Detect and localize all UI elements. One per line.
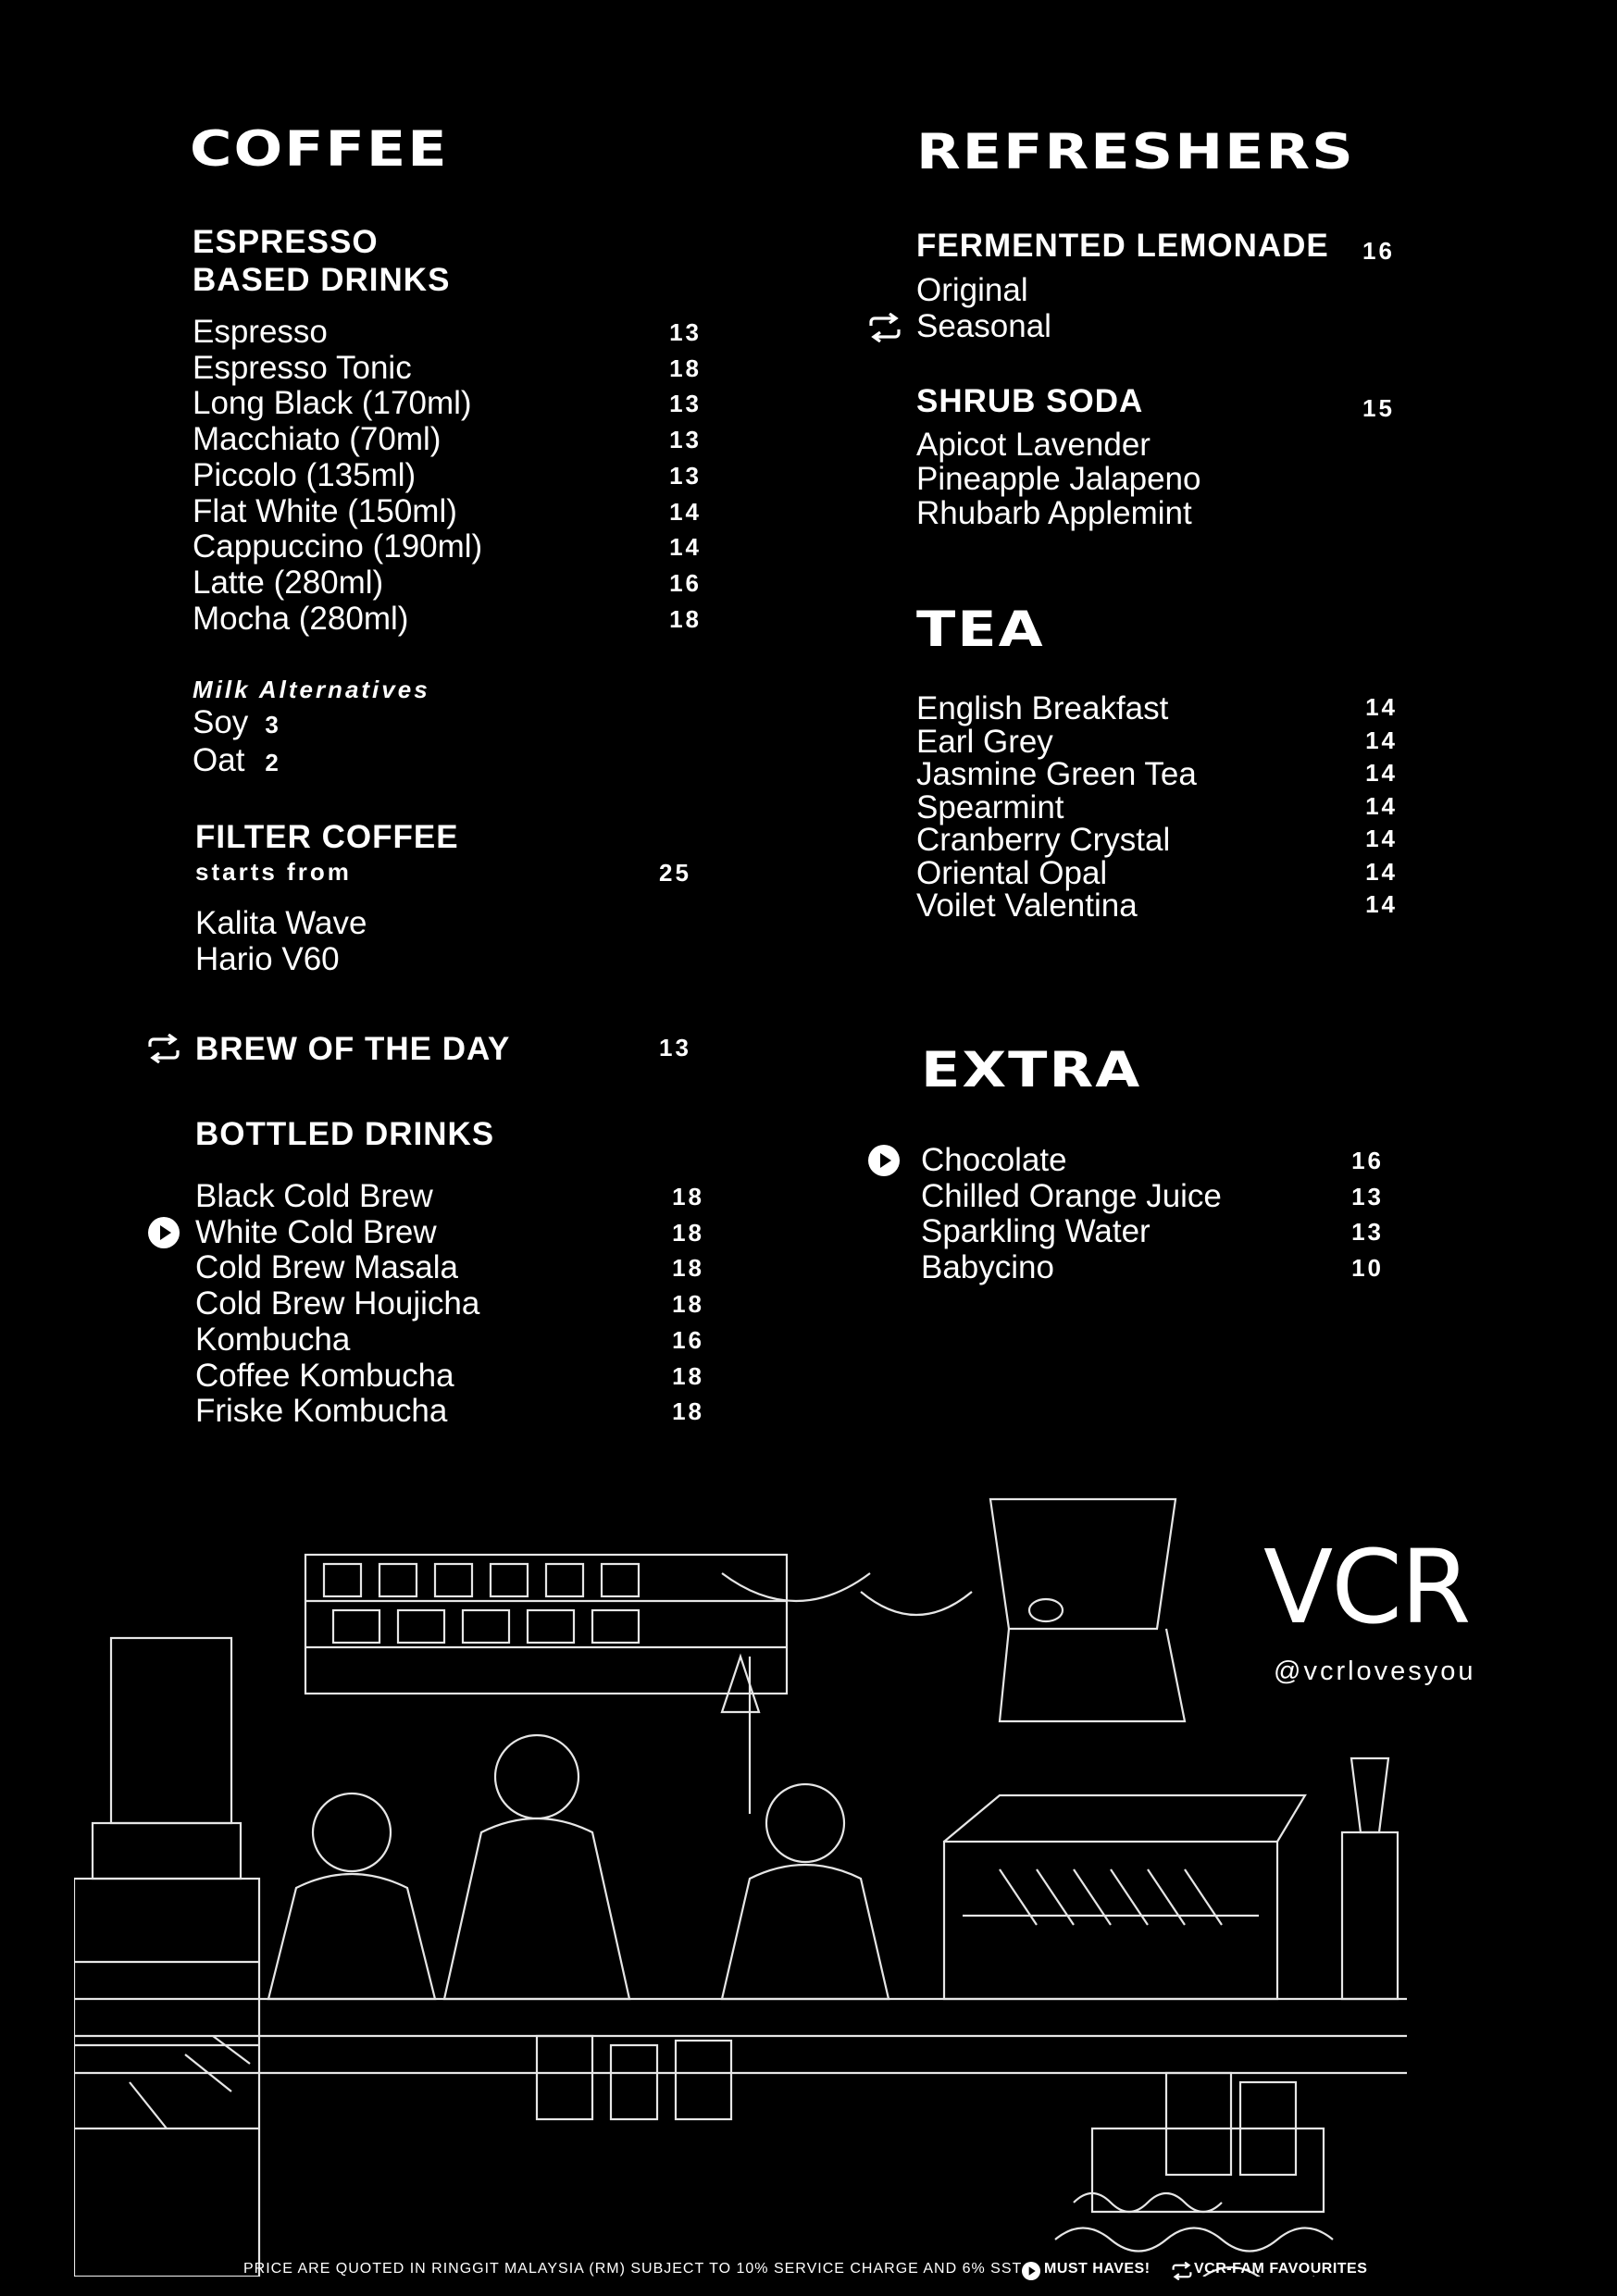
item-price: 14 (1365, 693, 1398, 721)
menu-item (195, 1286, 704, 1322)
item-price: 16 (672, 1325, 704, 1354)
item-name: Coffee Kombucha (195, 1357, 454, 1394)
coffee-title: COFFEE (190, 119, 449, 178)
repeat-icon (146, 1034, 181, 1063)
item-name: Kombucha (195, 1321, 351, 1358)
item-price: 18 (672, 1290, 704, 1319)
item-name: Espresso Tonic (193, 349, 412, 386)
item-price: 14 (1365, 791, 1398, 820)
espresso-list (193, 315, 702, 637)
menu-item (916, 758, 1398, 791)
item-price: 18 (672, 1254, 704, 1283)
brew-of-day: BREW OF THE DAY (195, 1031, 511, 1067)
item-name: Cappuccino (190ml) (193, 528, 483, 565)
menu-item (921, 1250, 1384, 1286)
menu-item (195, 1250, 704, 1286)
item-name: Chocolate (921, 1142, 1067, 1178)
play-circle-icon (868, 1145, 900, 1176)
footer-note: PRICE ARE QUOTED IN RINGGIT MALAYSIA (RM) SUBJECT TO 10% SERVICE CHARGE AND 6% SST (243, 2261, 1023, 2277)
menu-item (921, 1143, 1384, 1179)
menu-item (193, 422, 702, 458)
filter-subheading: starts from (195, 858, 352, 886)
filter-price: 25 (659, 859, 691, 887)
menu-item (916, 854, 1398, 891)
footer-favourites: VCR-FAM FAVOURITES (1194, 2261, 1368, 2277)
item-name: Oat (193, 741, 245, 778)
milk-list (193, 705, 281, 780)
item-name: Macchiato (70ml) (193, 421, 442, 458)
item-name: Piccolo (135ml) (193, 456, 417, 493)
item-name: Jasmine Green Tea (916, 756, 1197, 792)
menu-item (916, 889, 1398, 923)
item-price: 14 (1365, 759, 1398, 787)
cafe-sketch-illustration (74, 1481, 1462, 2277)
brand-handle: @vcrlovesyou (1274, 1657, 1476, 1686)
item-price: 18 (672, 1397, 704, 1426)
filter-heading: FILTER COFFEE (195, 819, 459, 855)
item-name: Long Black (170ml) (193, 385, 472, 422)
menu-item (193, 705, 281, 743)
menu-item (193, 315, 702, 351)
item-price: 14 (1365, 726, 1398, 754)
item-name: Original (916, 272, 1028, 308)
item-name: Sparkling Water (921, 1213, 1151, 1250)
tea-title: TEA (916, 600, 1045, 658)
item-price: 18 (669, 604, 702, 633)
item-price: 14 (669, 533, 702, 562)
item-price: 2 (265, 748, 281, 776)
menu-item (195, 1179, 704, 1215)
menu-item (195, 1322, 704, 1359)
item-price: 14 (1365, 857, 1398, 886)
item-name: Babycino (921, 1249, 1054, 1286)
item-name: Flat White (150ml) (193, 492, 457, 529)
item-price: 10 (1351, 1254, 1384, 1283)
menu-item (193, 565, 702, 602)
item-price: 18 (669, 354, 702, 382)
item-price: 13 (669, 426, 702, 454)
menu-item (195, 1394, 704, 1430)
item-price: 16 (669, 568, 702, 597)
menu-item (193, 602, 702, 638)
espresso-heading-line1: ESPRESSO (193, 224, 379, 260)
menu-item (193, 351, 702, 387)
item-name: Pineapple Jalapeno (916, 461, 1201, 497)
extra-list (921, 1143, 1384, 1286)
item-price: 14 (1365, 825, 1398, 852)
item-name: Cold Brew Houjicha (195, 1285, 480, 1322)
shrub-list (916, 428, 1200, 530)
item-name: Spearmint (916, 788, 1064, 825)
menu-item (193, 494, 702, 530)
tea-list (916, 692, 1398, 923)
item-price: 14 (1365, 890, 1398, 918)
bottled-list (195, 1179, 704, 1430)
item-name: Mocha (280ml) (193, 600, 409, 637)
menu-item (193, 458, 702, 494)
item-name: Friske Kombucha (195, 1393, 448, 1430)
menu-item (193, 529, 702, 565)
item-name: Kalita Wave (195, 905, 367, 941)
repeat-icon (867, 313, 902, 342)
item-price: 13 (1351, 1182, 1384, 1210)
item-price: 14 (669, 497, 702, 526)
item-price: 13 (1351, 1218, 1384, 1247)
item-price: 18 (672, 1183, 704, 1210)
item-name: Rhubarb Applemint (916, 495, 1192, 531)
item-price: 18 (672, 1218, 704, 1247)
menu-item (195, 1215, 704, 1251)
menu-item (195, 1359, 704, 1395)
menu-item (916, 824, 1398, 857)
shrub-price: 15 (1362, 394, 1395, 422)
espresso-heading (193, 223, 450, 299)
vcr-logo: VCR (1263, 1528, 1470, 1646)
menu-item (193, 386, 702, 422)
item-name: Soy (193, 704, 249, 740)
lemonade-heading: FERMENTED LEMONADE (916, 228, 1329, 264)
milk-heading: Milk Alternatives (193, 676, 430, 703)
shrub-heading: SHRUB SODA (916, 383, 1144, 419)
item-name: Voilet Valentina (916, 887, 1138, 924)
item-name: Earl Grey (916, 723, 1053, 760)
item-name: Hario V60 (195, 940, 340, 977)
refreshers-title: REFRESHERS (916, 122, 1355, 180)
repeat-icon (1171, 2262, 1193, 2280)
item-name: Cranberry Crystal (916, 822, 1171, 858)
lemonade-price: 16 (1362, 237, 1395, 265)
footer-must-haves: MUST HAVES! (1044, 2261, 1151, 2277)
item-price: 16 (1351, 1147, 1384, 1174)
menu-item (921, 1214, 1384, 1250)
extra-title: EXTRA (921, 1040, 1142, 1098)
bottled-heading: BOTTLED DRINKS (195, 1116, 495, 1152)
item-name: Oriental Opal (916, 854, 1108, 891)
item-name: English Breakfast (916, 690, 1169, 726)
play-circle-icon (148, 1217, 180, 1248)
filter-list (195, 906, 367, 977)
item-name: Black Cold Brew (195, 1178, 433, 1214)
menu-item (193, 743, 281, 781)
item-name: Apicot Lavender (916, 427, 1151, 463)
item-price: 13 (669, 461, 702, 490)
item-name: Seasonal (916, 307, 1051, 344)
menu-item (921, 1179, 1384, 1215)
espresso-heading-line2: BASED DRINKS (193, 262, 451, 298)
item-price: 18 (672, 1361, 704, 1390)
item-name: Espresso (193, 314, 328, 350)
item-name: Cold Brew Masala (195, 1249, 458, 1286)
lemonade-list (916, 273, 1051, 344)
item-name: Latte (280ml) (193, 564, 384, 601)
item-price: 3 (265, 711, 281, 738)
item-price: 13 (669, 390, 702, 418)
menu-item (916, 723, 1398, 760)
menu-item (916, 692, 1398, 726)
item-name: Chilled Orange Juice (921, 1177, 1222, 1214)
menu-item (916, 788, 1398, 825)
item-price: 13 (669, 318, 702, 346)
brew-of-day-price: 13 (659, 1034, 691, 1061)
play-circle-icon (1022, 2262, 1040, 2280)
item-name: White Cold Brew (195, 1213, 437, 1250)
